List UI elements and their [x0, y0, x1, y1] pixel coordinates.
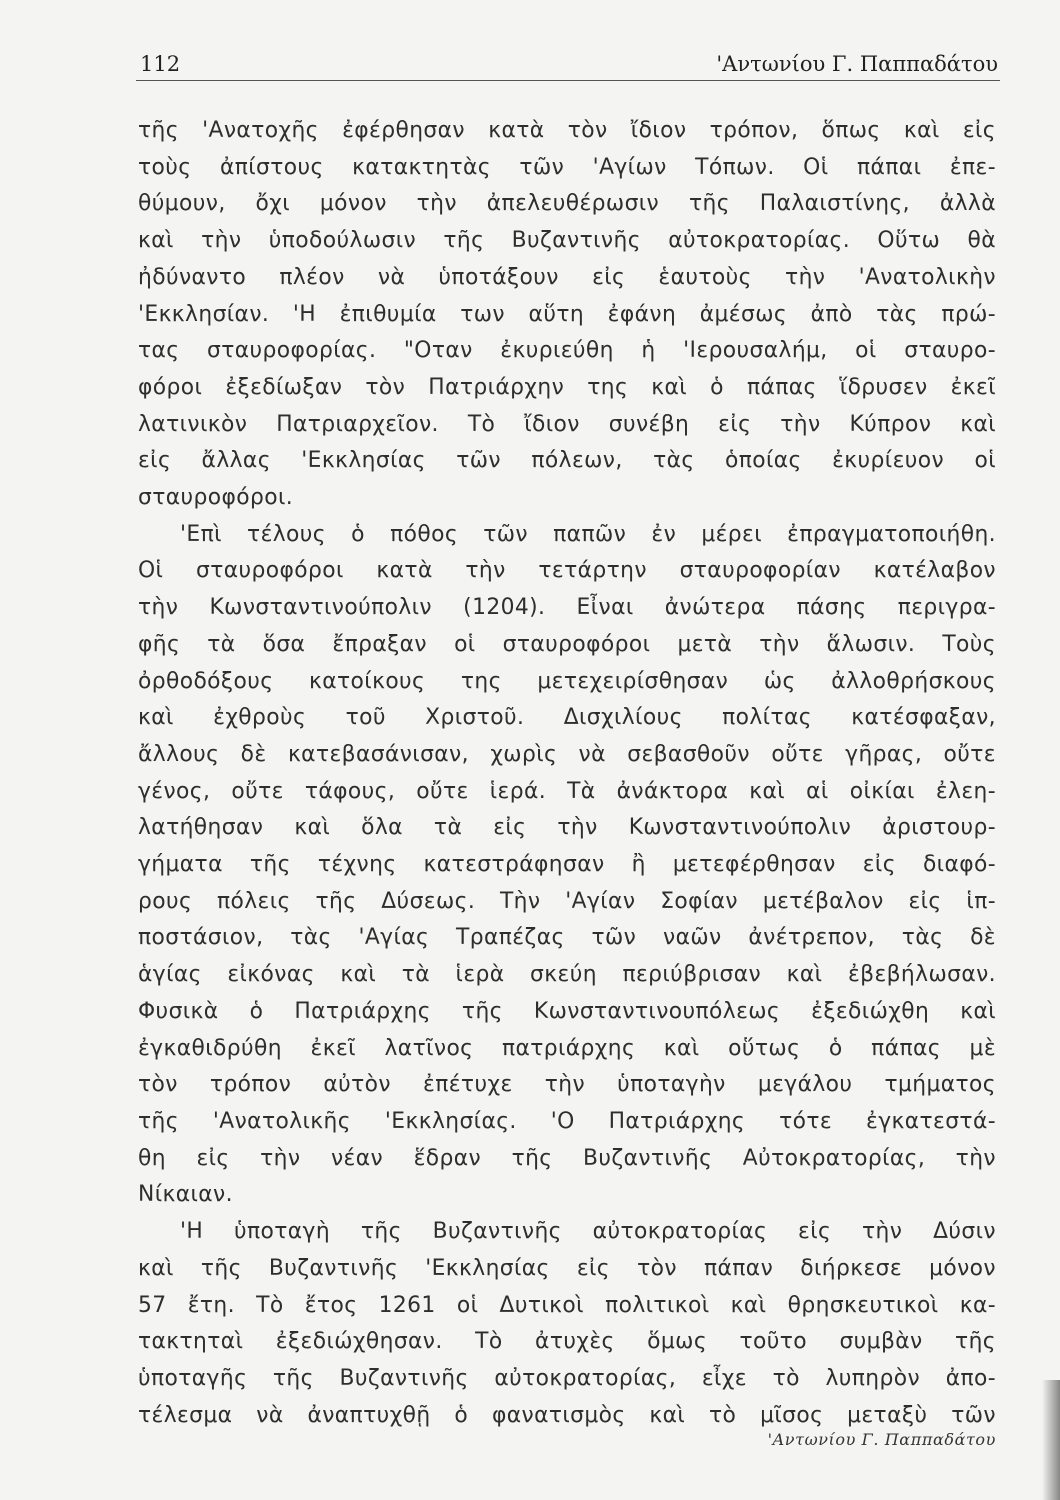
header-rule: [136, 80, 1000, 81]
text-line: τὸν τρόπον αὐτὸν ἐπέτυχε τὴν ὑποταγὴν μεγάλου τμήματος: [138, 1072, 996, 1098]
text-line: θη εἰς τὴν νέαν ἕδραν τῆς Βυζαντινῆς Αὐτοκρατορίας, τὴν: [138, 1145, 996, 1171]
text-line: Νίκαιαν.: [138, 1182, 233, 1208]
text-line: ἠδύναντο πλέον νὰ ὑποτάξουν εἰς ἑαυτοὺς τὴν 'Ανατολικὴν: [138, 264, 996, 290]
text-line: καὶ τῆς Βυζαντινῆς 'Εκκλησίας εἰς τὸν πάπαν διήρκεσε μόνον: [138, 1255, 996, 1281]
text-line: καὶ τὴν ὑποδούλωσιν τῆς Βυζαντινῆς αὐτοκρατορίας. Οὕτω θὰ: [138, 228, 996, 254]
text-line: τέλεσμα νὰ ἀναπτυχθῇ ὁ φανατισμὸς καὶ τὸ μῖσος μεταξὺ τῶν: [138, 1402, 996, 1428]
text-line: ὀρθοδόξους κατοίκους της μετεχειρίσθησαν ὡς ἀλλοθρήσκους: [138, 668, 996, 694]
page-number: 112: [140, 52, 181, 76]
text-line: τῆς 'Ανατοχῆς ἐφέρθησαν κατὰ τὸν ἴδιον τρόπον, ὅπως καὶ εἰς: [138, 118, 996, 143]
text-line: 'Εκκλησίαν. 'Η ἐπιθυμία των αὕτη ἐφάνη ἀμέσως ἀπὸ τὰς πρώ-: [138, 301, 996, 327]
text-line: σταυροφόροι.: [138, 485, 294, 511]
text-line: ὑποταγῆς τῆς Βυζαντινῆς αὐτοκρατορίας, εἶχε τὸ λυπηρὸν ἀπο-: [138, 1365, 996, 1391]
text-line: τοὺς ἀπίστους κατακτητὰς τῶν 'Αγίων Τόπων. Οἱ πάπαι ἐπε-: [138, 154, 996, 180]
text-line: τακτηταὶ ἐξεδιώχθησαν. Τὸ ἀτυχὲς ὅμως τοῦτο συμβὰν τῆς: [138, 1329, 996, 1355]
text-line: ρους πόλεις τῆς Δύσεως. Τὴν 'Αγίαν Σοφίαν μετέβαλον εἰς ἱπ-: [138, 888, 996, 914]
text-line: γήματα τῆς τέχνης κατεστράφησαν ἢ μετεφέρθησαν εἰς διαφό-: [138, 852, 996, 878]
text-line: γένος, οὔτε τάφους, οὔτε ἱερά. Τὰ ἀνάκτορα καὶ αἱ οἰκίαι ἐλεη-: [138, 778, 996, 804]
text-line: θύμουν, ὄχι μόνον τὴν ἀπελευθέρωσιν τῆς Παλαιστίνης, ἀλλὰ: [138, 191, 996, 217]
text-line: ἐγκαθιδρύθη ἐκεῖ λατῖνος πατριάρχης καὶ οὕτως ὁ πάπας μὲ: [138, 1035, 996, 1061]
body-text: [138, 113, 996, 1434]
text-line: ἄλλους δὲ κατεβασάνισαν, χωρὶς νὰ σεβασθοῦν οὔτε γῆρας, οὔτε: [138, 741, 996, 767]
text-line: Οἱ σταυροφόροι κατὰ τὴν τετάρτην σταυροφορίαν κατέλαβον: [138, 558, 996, 584]
running-title: 'Αντωνίου Γ. Παππαδάτου: [716, 52, 998, 76]
text-line: ποστάσιον, τὰς 'Αγίας Τραπέζας τῶν ναῶν ἀνέτρεπον, τὰς δὲ: [138, 925, 996, 951]
running-header: [140, 42, 998, 76]
text-line: 57 ἔτη. Τὸ ἔτος 1261 οἱ Δυτικοὶ πολιτικοὶ καὶ θρησκευτικοὶ κα-: [138, 1292, 996, 1318]
text-line: ἁγίας εἰκόνας καὶ τὰ ἱερὰ σκεύη περιύβρισαν καὶ ἐβεβήλωσαν.: [138, 962, 996, 988]
text-line: τῆς 'Ανατολικῆς 'Εκκλησίας. 'Ο Πατριάρχης τότε ἐγκατεστά-: [138, 1108, 996, 1134]
text-line: τας σταυροφορίας. "Οταν ἐκυριεύθη ἡ 'Ιερουσαλήμ, οἱ σταυρο-: [138, 338, 996, 364]
text-line: λατήθησαν καὶ ὅλα τὰ εἰς τὴν Κωνσταντινούπολιν ἀριστουρ-: [138, 815, 996, 841]
scan-shadow-edge: [1042, 1380, 1060, 1500]
text-line: τὴν Κωνσταντινούπολιν (1204). Εἶναι ἀνώτερα πάσης περιγρα-: [138, 595, 996, 621]
text-line: λατινικὸν Πατριαρχεῖον. Τὸ ἴδιον συνέβη εἰς τὴν Κύπρον καὶ: [138, 411, 996, 437]
text-line: Φυσικὰ ὁ Πατριάρχης τῆς Κωνσταντινουπόλεως ἐξεδιώχθη καὶ: [138, 998, 996, 1024]
text-line: καὶ ἐχθροὺς τοῦ Χριστοῦ. Δισχιλίους πολίτας κατέσφαξαν,: [138, 705, 996, 731]
paragraph-start-line: 'Η ὑποταγὴ τῆς Βυζαντινῆς αὐτοκρατορίας εἰς τὴν Δύσιν: [180, 1219, 996, 1245]
footer-signature: 'Αντωνίου Γ. Παππαδάτου: [767, 1430, 996, 1449]
paragraph-start-line: 'Επὶ τέλους ὁ πόθος τῶν παπῶν ἐν μέρει ἐπραγματοποιήθη.: [180, 521, 996, 547]
text-line: φῆς τὰ ὅσα ἔπραξαν οἱ σταυροφόροι μετὰ τὴν ἅλωσιν. Τοὺς: [138, 631, 996, 657]
text-line: φόροι ἐξεδίωξαν τὸν Πατριάρχην της καὶ ὁ πάπας ἵδρυσεν ἐκεῖ: [138, 374, 996, 400]
text-line: εἰς ἄλλας 'Εκκλησίας τῶν πόλεων, τὰς ὁποίας ἐκυρίευον οἱ: [138, 448, 996, 474]
